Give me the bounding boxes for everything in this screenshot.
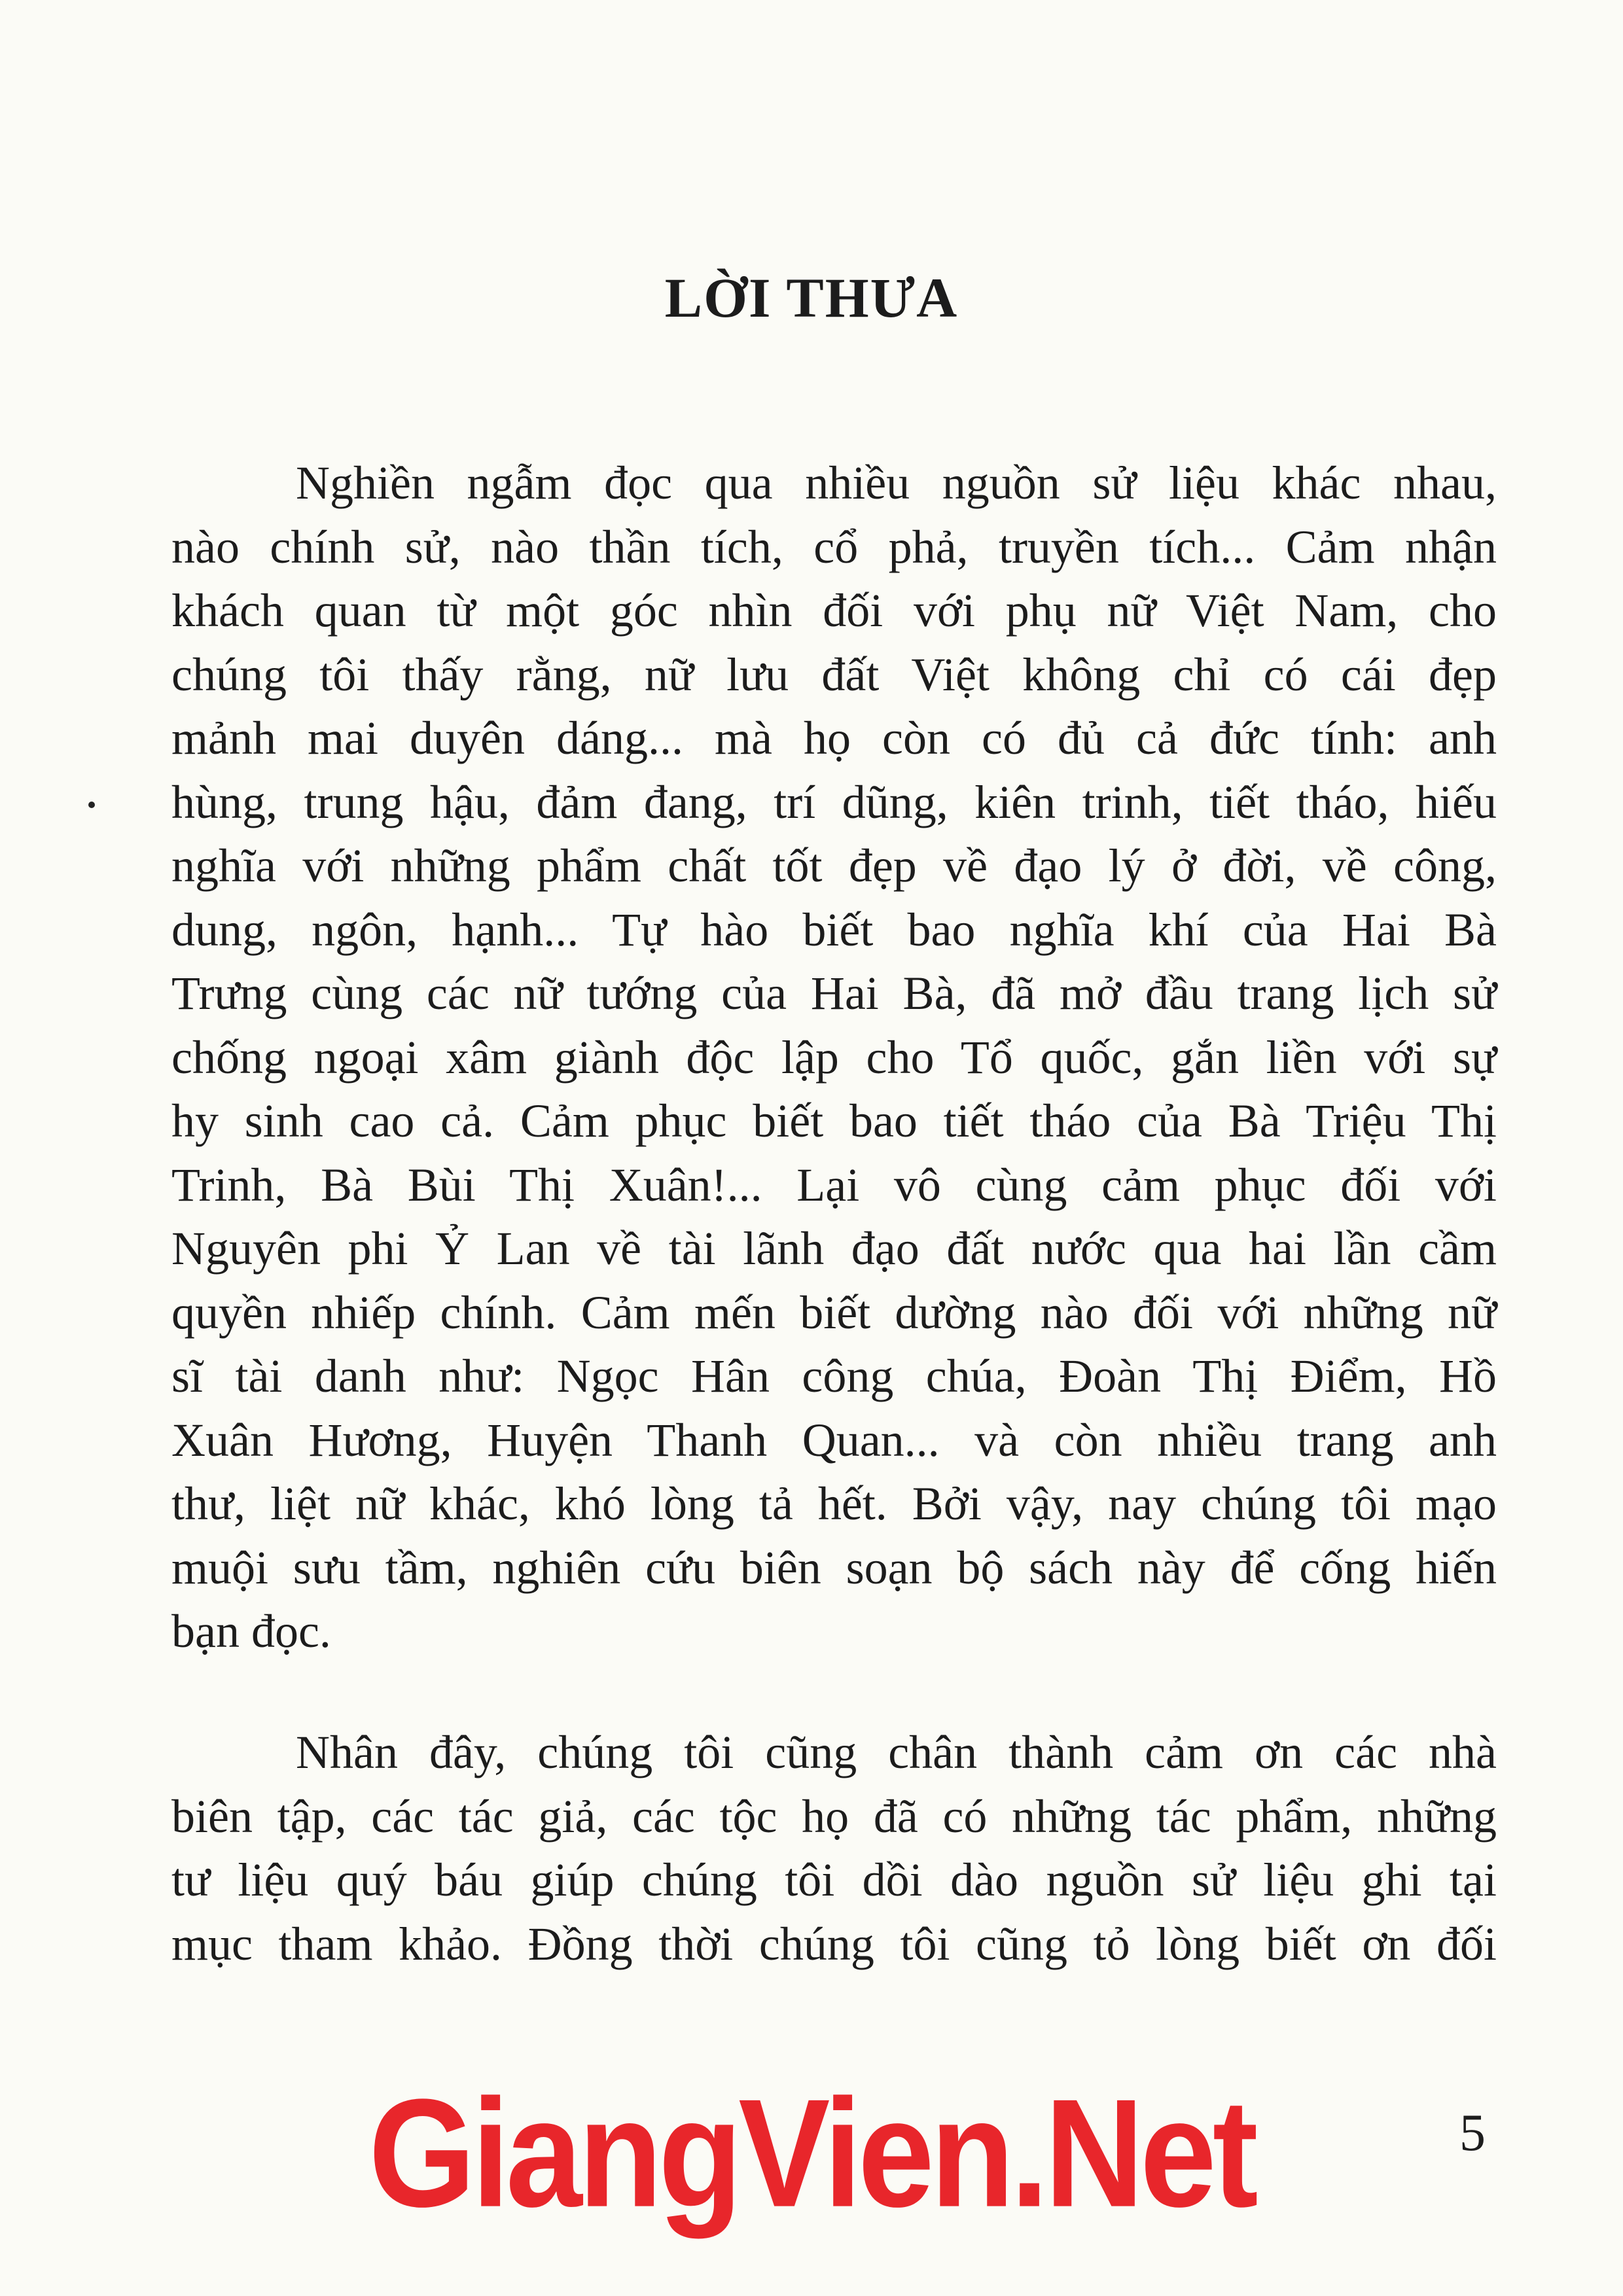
paragraph-1 <box>171 451 1497 1664</box>
text-line: muội sưu tầm, nghiên cứu biên soạn bộ sách này để cống hiến <box>171 1541 1497 1594</box>
text-line: khách quan từ một góc nhìn đối với phụ nữ Việt Nam, cho <box>171 584 1497 637</box>
text-line: quyền nhiếp chính. Cảm mến biết dường nào đối với những nữ <box>171 1286 1497 1339</box>
text-line: biên tập, các tác giả, các tộc họ đã có những tác phẩm, những <box>171 1790 1497 1843</box>
stray-dot-mark <box>88 802 95 808</box>
text-line: mục tham khảo. Đồng thời chúng tôi cũng tỏ lòng biết ơn đối <box>171 1917 1497 1970</box>
text-line: thư, liệt nữ khác, khó lòng tả hết. Bởi vậy, nay chúng tôi mạo <box>171 1477 1497 1530</box>
text-line: sĩ tài danh như: Ngọc Hân công chúa, Đoàn Thị Điểm, Hồ <box>171 1350 1497 1402</box>
text-line: Xuân Hương, Huyện Thanh Quan... và còn nhiều trang anh <box>171 1413 1497 1466</box>
text-line: chống ngoại xâm giành độc lập cho Tổ quốc, gắn liền với sự <box>171 1031 1497 1084</box>
text-line: Nguyên phi Ỷ Lan về tài lãnh đạo đất nước qua hai lần cầm <box>171 1222 1497 1275</box>
text-line: hy sinh cao cả. Cảm phục biết bao tiết tháo của Bà Triệu Thị <box>171 1095 1497 1147</box>
text-line: mảnh mai duyên dáng... mà họ còn có đủ cả đức tính: anh <box>171 712 1497 764</box>
text-line: Nghiền ngẫm đọc qua nhiều nguồn sử liệu khác nhau, <box>296 457 1497 509</box>
page-title: LỜI THƯA <box>664 266 959 329</box>
text-line: nghĩa với những phẩm chất tốt đẹp về đạo lý ở đời, về công, <box>171 839 1497 892</box>
text-line: tư liệu quý báu giúp chúng tôi dồi dào nguồn sử liệu ghi tại <box>171 1854 1497 1906</box>
text-line: Trinh, Bà Bùi Thị Xuân!... Lại vô cùng cảm phục đối với <box>171 1158 1497 1211</box>
page-number: 5 <box>1459 2104 1486 2162</box>
paragraph-2 <box>171 1721 1497 1976</box>
watermark-logo: GiangVien.Net <box>368 2066 1255 2240</box>
text-line: Nhân đây, chúng tôi cũng chân thành cảm ơn các nhà <box>296 1726 1497 1778</box>
text-line: hùng, trung hậu, đảm đang, trí dũng, kiên trinh, tiết tháo, hiếu <box>171 775 1497 828</box>
text-line: bạn đọc. <box>171 1605 331 1657</box>
text-line: chúng tôi thấy rằng, nữ lưu đất Việt không chỉ có cái đẹp <box>171 648 1497 701</box>
text-line: nào chính sử, nào thần tích, cổ phả, truyền tích... Cảm nhận <box>171 520 1497 573</box>
text-line: dung, ngôn, hạnh... Tự hào biết bao nghĩa khí của Hai Bà <box>171 903 1497 956</box>
text-line: Trưng cùng các nữ tướng của Hai Bà, đã mở đầu trang lịch sử <box>171 967 1497 1019</box>
